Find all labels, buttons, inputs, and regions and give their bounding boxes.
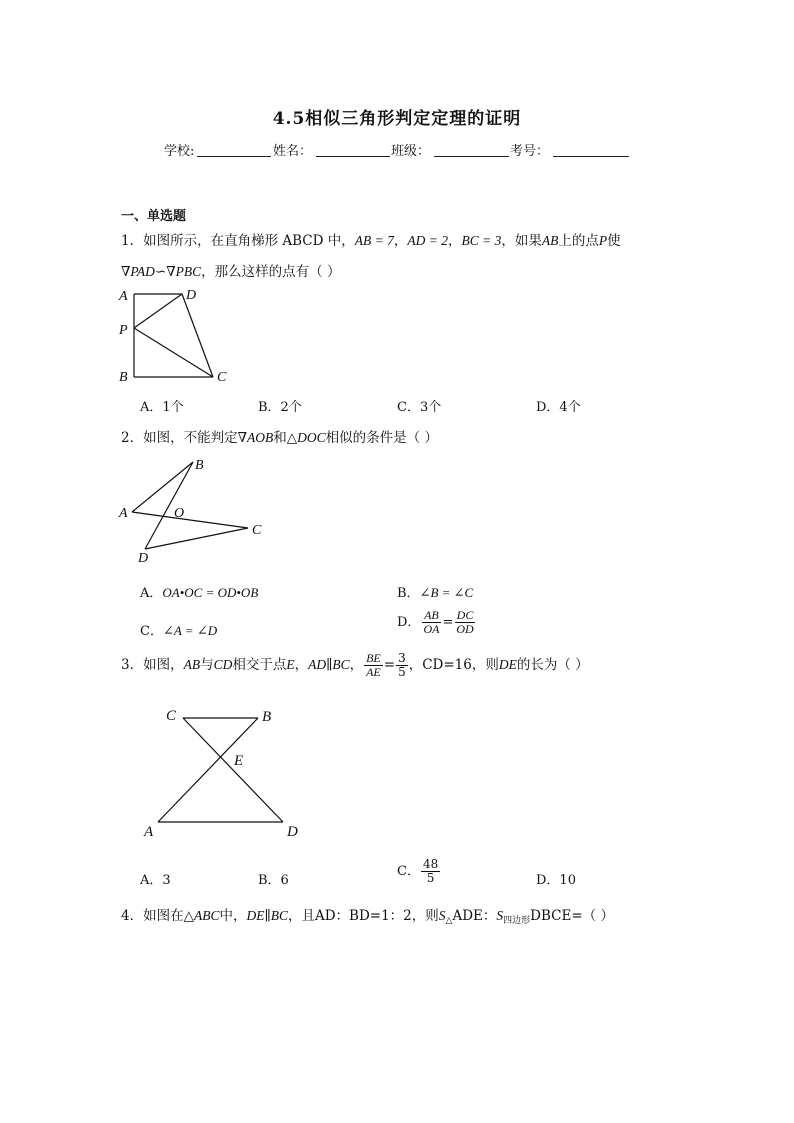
q1-edge-dc xyxy=(182,294,213,377)
q3-label-b: B xyxy=(262,709,272,725)
class-field[interactable] xyxy=(434,142,509,157)
q4-area-symbol: S xyxy=(496,908,504,923)
page-title: 4.5相似三角形判定定理的证明 xyxy=(272,109,522,129)
name-label: 姓名： xyxy=(273,144,313,159)
q3-option-d[interactable]: D．10 xyxy=(536,873,576,888)
q2-text: 相似的条件是（ ） xyxy=(325,430,438,446)
section-heading: 一、单选题 xyxy=(121,209,187,224)
q3-text: 相交于点 xyxy=(232,657,287,673)
q3-text: 的长为（ ） xyxy=(516,657,589,673)
frac-denominator: OA xyxy=(423,622,440,636)
q1-text: 上的点 xyxy=(558,233,599,249)
q3-text: 与 xyxy=(200,657,214,673)
q4-triangle-abc: △ABC xyxy=(183,908,220,923)
q2-triangle-doc: △DOC xyxy=(286,430,326,445)
name-field[interactable] xyxy=(316,142,390,157)
q3-label-d: D xyxy=(287,824,298,840)
q2-segment-bd xyxy=(145,462,193,549)
q2-option-c-prefix: C． xyxy=(140,624,163,639)
school-field[interactable] xyxy=(197,142,271,157)
q1-option-d[interactable]: D．4个 xyxy=(536,400,581,415)
q2-option-a-prefix: A． xyxy=(140,586,163,601)
q3-text: 3．如图， xyxy=(121,657,184,673)
q3-option-c-frac xyxy=(421,858,440,885)
q2-option-a[interactable] xyxy=(140,582,258,601)
exam-no-field[interactable] xyxy=(553,142,629,157)
q3-parallel: AD∥BC xyxy=(308,657,350,672)
q4-parallel: DE∥BC xyxy=(246,908,288,923)
q3-stem xyxy=(121,652,589,679)
q3-segment-de: DE xyxy=(498,657,517,672)
q3-segment-cd: CD xyxy=(213,657,233,672)
q3-option-c-prefix: C． xyxy=(397,864,420,879)
q1-similarity: ∇PAD∽∇PBC xyxy=(121,264,202,279)
q2-figure xyxy=(112,452,272,570)
q3-segment-cd xyxy=(183,718,283,822)
q3-label-a: A xyxy=(144,824,154,840)
q3-ratio-frac xyxy=(364,652,383,679)
q1-text: ，那么这样的点有（ ） xyxy=(201,264,341,280)
q1-stem-line1 xyxy=(121,229,621,249)
class-label: 班级： xyxy=(391,144,431,159)
q1-segment-ab: AB xyxy=(541,233,559,248)
q1-cond-bc: BC = 3 xyxy=(461,233,502,248)
frac-denominator: OD xyxy=(456,622,474,636)
q1-segment-pd xyxy=(134,294,182,328)
q2-option-b-math: ∠B = ∠C xyxy=(419,585,474,600)
q1-option-a[interactable]: A．1个 xyxy=(140,400,184,415)
q3-text: ， xyxy=(294,657,309,673)
q2-option-b[interactable] xyxy=(397,582,473,601)
q2-text: 2．如图，不能判定 xyxy=(121,430,238,446)
frac-denominator: 5 xyxy=(426,871,435,885)
q4-text: 则 xyxy=(425,908,439,924)
q1-sep: ， xyxy=(393,233,408,249)
q2-option-a-math: OA•OC = OD•OB xyxy=(162,585,259,600)
q2-stem xyxy=(121,426,438,446)
frac-denominator: AE xyxy=(366,665,381,679)
q2-label-a: A xyxy=(119,506,128,521)
q1-option-c[interactable]: C．3个 xyxy=(397,400,442,415)
exam-no-label: 考号： xyxy=(510,144,550,159)
q4-text: 中， xyxy=(219,908,247,924)
q2-option-b-prefix: B． xyxy=(397,586,420,601)
q1-stem-line2 xyxy=(121,260,340,280)
q1-cond-ad: AD = 2 xyxy=(407,233,448,248)
q4-area-subscript: △ xyxy=(445,916,453,926)
q1-text: ，如果 xyxy=(501,233,542,249)
q3-value-frac xyxy=(396,652,408,679)
q2-label-o: O xyxy=(174,506,185,521)
q2-option-d[interactable] xyxy=(397,609,477,636)
q1-label-d: D xyxy=(186,288,197,303)
frac-numerator: DC xyxy=(456,608,474,622)
q1-option-b[interactable]: B．2个 xyxy=(258,400,302,415)
q2-label-c: C xyxy=(252,523,262,538)
q4-area-subscript: 四边形 xyxy=(503,916,531,926)
q1-segment-pc xyxy=(134,328,213,377)
q3-option-a[interactable]: A．3 xyxy=(140,873,171,888)
q1-label-b: B xyxy=(119,370,128,385)
frac-numerator: AB xyxy=(424,608,439,622)
q4-area-symbol: S xyxy=(438,908,446,923)
q2-triangle-aob: ∇AOB xyxy=(237,430,274,445)
q2-label-d: D xyxy=(138,551,149,566)
school-label: 学校: xyxy=(164,144,195,159)
q1-label-c: C xyxy=(217,370,227,385)
q2-label-b: B xyxy=(195,458,204,473)
q2-text: 和 xyxy=(273,430,287,446)
q4-stem xyxy=(121,904,614,926)
q1-point-p: P xyxy=(598,233,608,248)
q2-option-d-frac1 xyxy=(421,609,441,636)
equals-sign: = xyxy=(383,657,396,673)
q1-sep: ， xyxy=(447,233,462,249)
q3-label-c: C xyxy=(166,708,177,724)
q4-text: ，且 xyxy=(287,908,315,924)
q3-label-e: E xyxy=(234,753,244,769)
frac-numerator: BE xyxy=(366,651,381,665)
frac-denominator: 5 xyxy=(398,665,406,679)
q3-text: ，CD=16，则 xyxy=(408,657,499,673)
q4-text: DBCE=（ ） xyxy=(530,908,614,924)
equals-sign: = xyxy=(442,615,454,630)
q1-label-a: A xyxy=(119,289,128,304)
q2-option-c[interactable] xyxy=(140,620,217,639)
q4-text: 4．如图在 xyxy=(121,908,184,924)
q2-edge-ab xyxy=(132,462,193,512)
q3-option-c[interactable] xyxy=(397,858,441,885)
q1-label-p: P xyxy=(119,323,128,338)
q3-segment-ab: AB xyxy=(183,657,201,672)
q2-option-c-math: ∠A = ∠D xyxy=(162,623,218,638)
q1-figure xyxy=(110,282,240,387)
q3-text: ， xyxy=(349,657,364,673)
q4-text: ADE： xyxy=(452,908,497,924)
q3-figure xyxy=(140,700,310,845)
q1-text: 1．如图所示，在直角梯形 ABCD 中， xyxy=(121,233,355,249)
frac-numerator: 48 xyxy=(422,857,439,871)
q4-ratio: AD：BD=1：2， xyxy=(314,908,426,924)
q1-text: 使 xyxy=(607,233,621,249)
q3-option-b[interactable]: B．6 xyxy=(258,873,289,888)
q2-option-d-frac2 xyxy=(454,609,475,636)
frac-numerator: 3 xyxy=(398,651,406,665)
q2-edge-dc xyxy=(145,528,248,549)
q1-cond-ab: AB = 7 xyxy=(354,233,394,248)
q3-segment-ba xyxy=(158,718,258,822)
q2-segment-ac xyxy=(132,512,248,528)
q3-point-e: E xyxy=(286,657,295,672)
q2-option-d-prefix: D． xyxy=(397,615,421,630)
